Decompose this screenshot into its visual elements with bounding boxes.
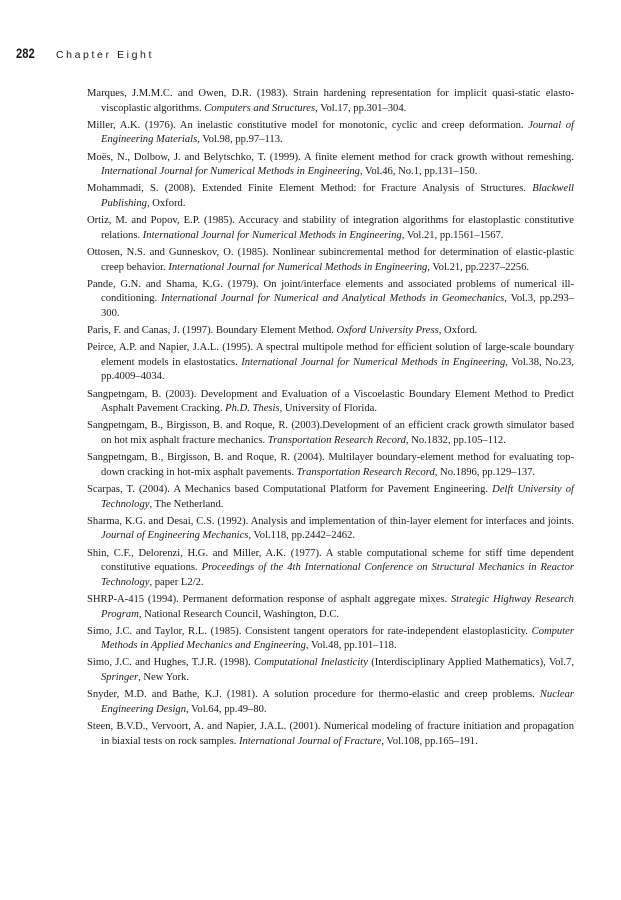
reference-item: SHRP-A-415 (1994). Permanent deformation response of asphalt aggregate mixes. Strategic Highway Research Program, National Research Council, Washington, D.C. [87, 593, 574, 620]
reference-item: Simo, J.C. and Taylor, R.L. (1985). Consistent tangent operators for rate-independent elastoplasticity. Computer Methods in Applied Mechanics and Engineering, Vol.48, pp.101–118. [87, 625, 574, 652]
reference-item: Sangpetngam, B., Birgisson, B. and Roque, R. (2003).Development of an efficient crack growth simulator based on hot mix asphalt fracture mechanics. Transportation Research Record, No.1832, pp.105–112. [87, 420, 574, 446]
reference-item: Mohammadi, S. (2008). Extended Finite Element Method: for Fracture Analysis of Structures. Blackwell Publishing, Oxford. [87, 183, 574, 209]
running-header [16, 45, 154, 61]
reference-item: Marques, J.M.M.C. and Owen, D.R. (1983). Strain hardening representation for implicit quasi-static elasto-viscoplastic algorithms. Computers and Structures, Vol.17, pp.301–304. [87, 88, 574, 114]
reference-item: Ottosen, N.S. and Gunneskov, O. (1985). Nonlinear subincremental method for determination of elastic-plastic creep behavior. International Journal for Numerical Methods in Engineering, Vol.21, pp.2237–2256. [87, 246, 574, 273]
reference-item: Ortiz, M. and Popov, E.P. (1985). Accuracy and stability of integration algorithms for elastoplastic constitutive relations. International Journal for Numerical Methods in Engineering, Vol.21, pp.1561–1567. [87, 215, 574, 241]
reference-item: Miller, A.K. (1976). An inelastic constitutive model for monotonic, cyclic and creep deformation. Journal of Engineering Materials, Vol.98, pp.97–113. [87, 119, 574, 146]
reference-item: Simo, J.C. and Hughes, T.J.R. (1998). Computational Inelasticity (Interdisciplinary Applied Mathematics), Vol.7, Springer, New York. [87, 657, 574, 684]
reference-item: Pande, G.N. and Shama, K.G. (1979). On joint/interface elements and associated problems of numerical ill-conditioning. International Journal for Numerical and Analytical Methods in Geomechanics, Vol.3, pp.293–300. [87, 278, 574, 319]
reference-item: Shin, C.F., Delorenzi, H.G. and Miller, A.K. (1977). A stable computational scheme for stiff time dependent constitutive equations. Proceedings of the 4th International Conference on Structural Mechanics in Reactor Technology, paper L2/2. [87, 547, 574, 588]
reference-item: Peirce, A.P. and Napier, J.A.L. (1995). A spectral multipole method for efficient solution of large-scale boundary element models in elastostatics. International Journal for Numerical Methods in Engineering, Vol.38, No.23, pp.4009–4034. [87, 342, 574, 383]
reference-item: Snyder, M.D. and Bathe, K.J. (1981). A solution procedure for thermo-elastic and creep problems. Nuclear Engineering Design, Vol.64, pp.49–80. [87, 689, 574, 715]
reference-item: Sangpetngam, B. (2003). Development and Evaluation of a Viscoelastic Boundary Element Method to Predict Asphalt Pavement Cracking. Ph.D. Thesis, University of Florida. [87, 388, 574, 415]
reference-item: Moës, N., Dolbow, J. and Belytschko, T. (1999). A finite element method for crack growth without remeshing. International Journal for Numerical Methods in Engineering, Vol.46, No.1, pp.131–150. [87, 151, 574, 178]
reference-item: Sharma, K.G. and Desai, C.S. (1992). Analysis and implementation of thin-layer element for interfaces and joints. Journal of Engineering Mechanics, Vol.118, pp.2442–2462. [87, 515, 574, 542]
reference-item: Scarpas, T. (2004). A Mechanics based Computational Platform for Pavement Engineering. Delft University of Technology, The Netherland. [87, 483, 574, 510]
reference-item: Steen, B.V.D., Vervoort, A. and Napier, J.A.L. (2001). Numerical modeling of fracture initiation and propagation in biaxial tests on rock samples. International Journal of Fracture, Vol.108, pp.165–191. [87, 721, 574, 747]
chapter-title: Chapter Eight [56, 49, 155, 61]
reference-item: Sangpetngam, B., Birgisson, B. and Roque, R. (2004). Multilayer boundary-element method for evaluating top-down cracking in hot-mix asphalt pavements. Transportation Research Record, No.1896, pp.129–137. [87, 452, 574, 478]
reference-item: Paris, F. and Canas, J. (1997). Boundary Element Method. Oxford University Press, Oxford. [87, 325, 478, 337]
page-number: 282 [16, 45, 35, 61]
reference-list [87, 87, 574, 752]
